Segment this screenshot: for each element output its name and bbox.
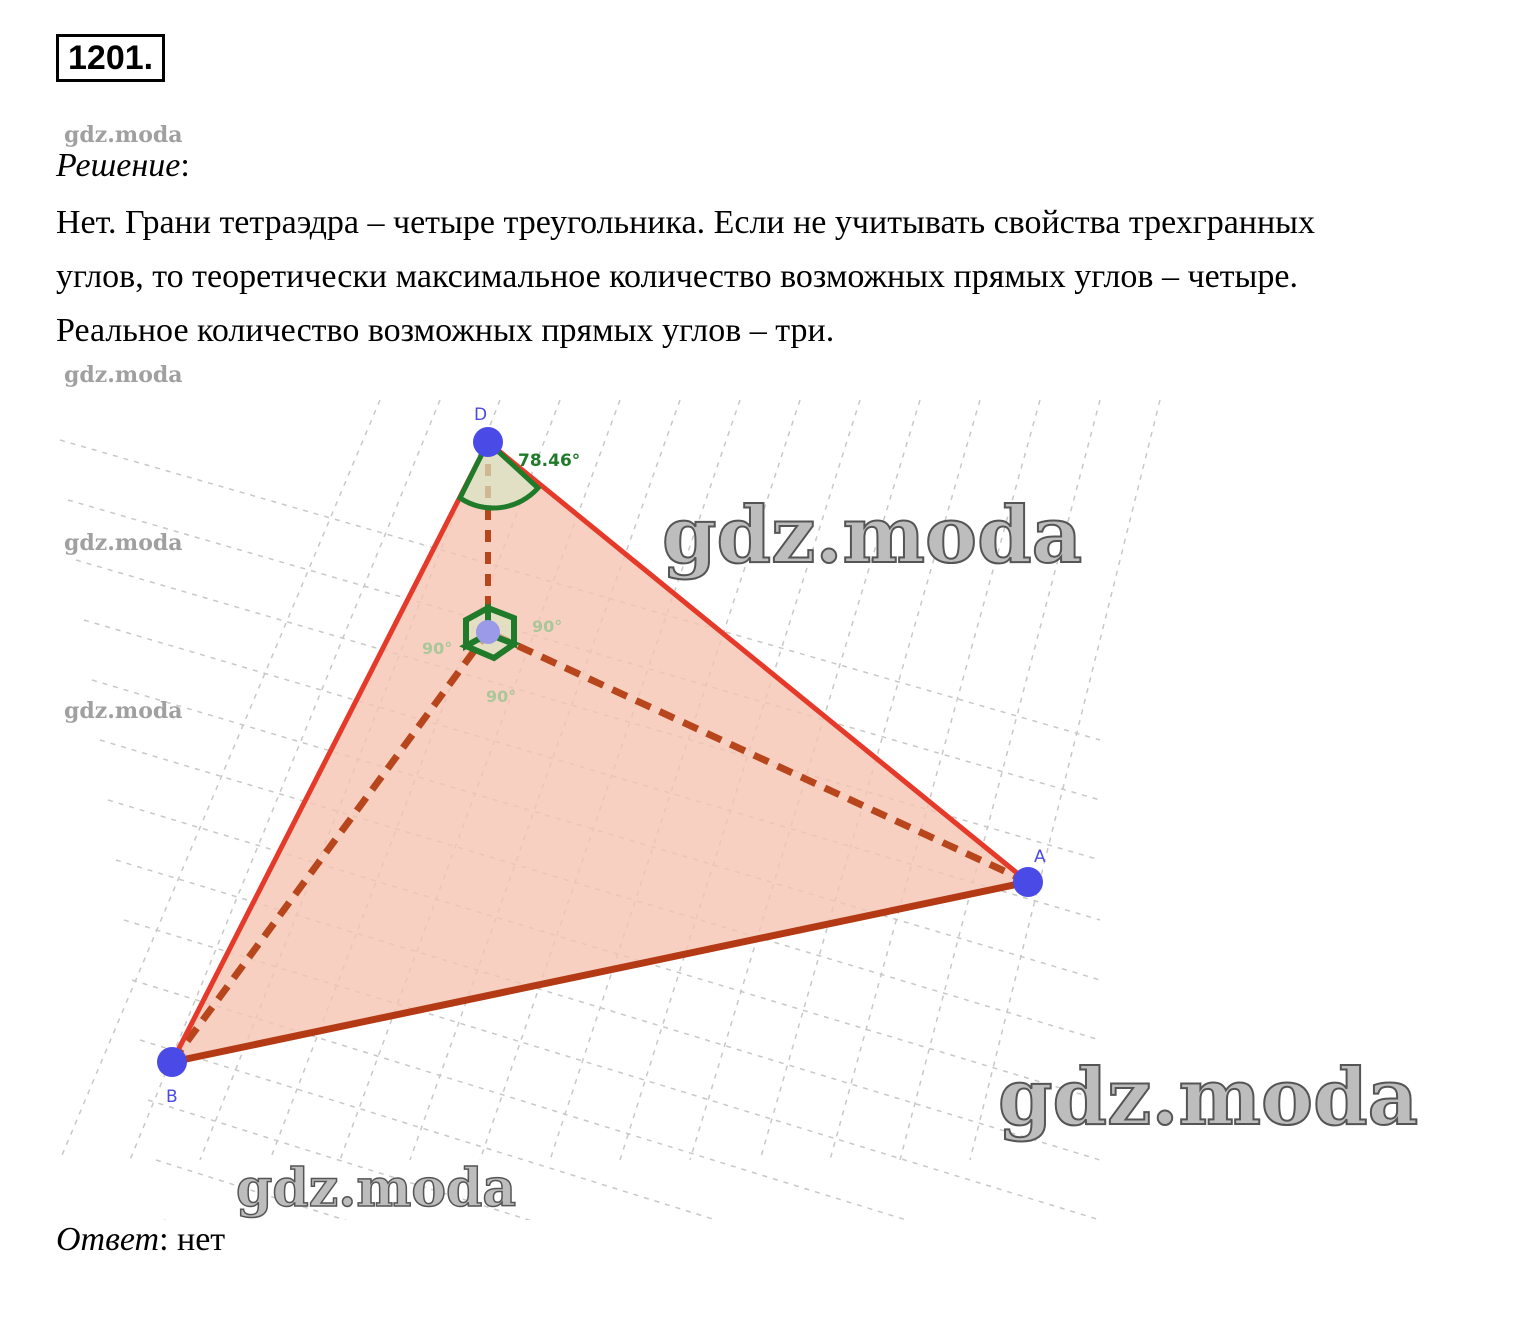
watermark: gdz.moda xyxy=(64,362,183,388)
answer-value: нет xyxy=(168,1221,226,1258)
watermark: gdz.moda xyxy=(998,1052,1419,1143)
solution-text xyxy=(56,196,1526,358)
vertex-b xyxy=(157,1047,187,1077)
solution-line-2: углов, то теоретически максимальное количество возможных прямых углов – четыре. xyxy=(56,258,1298,295)
label-b: B xyxy=(166,1087,178,1107)
angle-d-label: 78.46° xyxy=(518,451,581,471)
vertex-a xyxy=(1013,867,1043,897)
solution-label xyxy=(56,146,190,186)
solution-label-colon: : xyxy=(180,147,190,184)
answer-label: Ответ xyxy=(56,1221,160,1258)
solution-label-text: Решение xyxy=(56,147,181,184)
label-a: A xyxy=(1034,847,1046,867)
right-angle-label: 90° xyxy=(486,687,517,706)
problem-number: 1201. xyxy=(56,34,165,82)
watermark: gdz.moda xyxy=(662,490,1083,581)
answer xyxy=(56,1220,225,1260)
right-angle-label: 90° xyxy=(532,617,563,636)
answer-colon: : xyxy=(159,1221,169,1258)
solution-line-3: Реальное количество возможных прямых углов – три. xyxy=(56,312,835,349)
watermark: gdz.moda xyxy=(236,1158,517,1219)
tetrahedron-svg xyxy=(0,380,1532,1220)
vertex-d xyxy=(473,427,503,457)
watermark: gdz.moda xyxy=(64,122,183,148)
label-d: D xyxy=(474,405,488,425)
right-angle-label: 90° xyxy=(422,639,453,658)
tetrahedron-figure xyxy=(0,380,1532,1220)
watermark: gdz.moda xyxy=(64,530,183,556)
vertex-o xyxy=(476,620,500,644)
watermark: gdz.moda xyxy=(64,698,183,724)
solution-line-1: Нет. Грани тетраэдра – четыре треугольника. Если не учитывать свойства трехгранных xyxy=(56,204,1316,241)
